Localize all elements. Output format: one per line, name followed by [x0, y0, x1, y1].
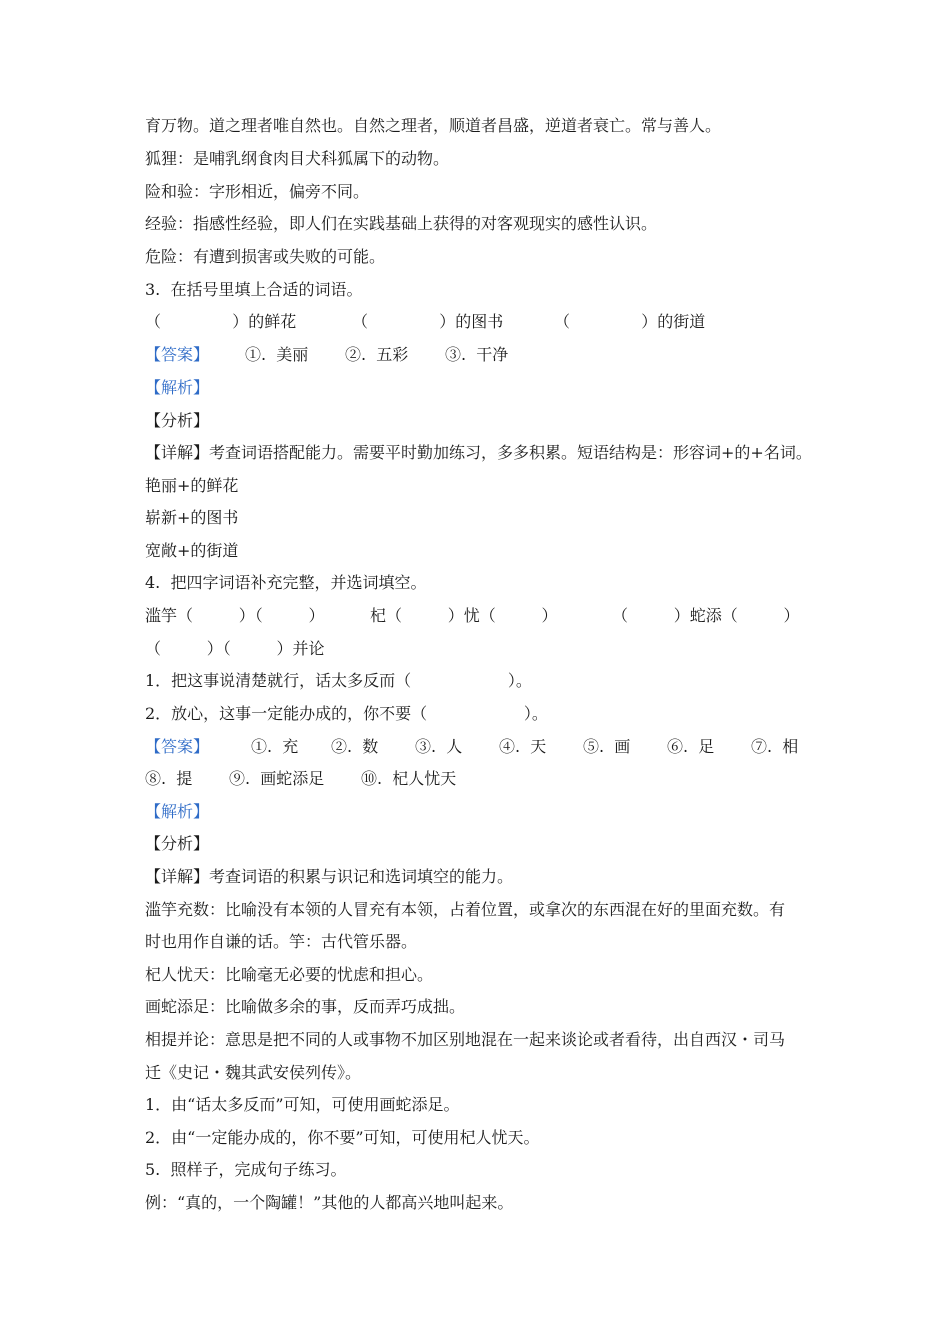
answer-label: 【答案】: [145, 345, 210, 364]
answer-item: ①. 充: [251, 737, 299, 756]
text-line: 1．由“话太多反而”可知，可使用画蛇添足。: [145, 1095, 460, 1114]
question-5-title: 5. 照样子，完成句子练习。: [145, 1160, 347, 1179]
example-sentence: 例：“真的，一个陶罐！”其他的人都高兴地叫起来。: [145, 1193, 514, 1212]
text-line: 危险：有遭到损害或失败的可能。: [145, 247, 386, 266]
question-4-row: [145, 606, 805, 626]
question-3-answer: [145, 345, 805, 365]
text-line: 经验：指感性经验，即人们在实践基础上获得的对客观现实的感性认识。: [145, 214, 658, 233]
text-line: 滥竽充数：比喻没有本领的人冒充有本领，占着位置，或拿次的东西混在好的里面充数。有: [145, 900, 786, 919]
idiom-blank: （ ）蛇添（ ）: [612, 606, 800, 625]
fill-sentence: 1．把这事说清楚就行，话太多反而（ ）。: [145, 671, 532, 690]
blank-phrase: （ ）的图书: [352, 312, 504, 331]
answer-item: ⑩. 杞人忧天: [361, 769, 457, 788]
fenxi-label: 【分析】: [145, 411, 210, 430]
answer-item: ③. 干净: [445, 345, 509, 364]
text-line: 2．由“一定能办成的，你不要”可知，可使用杞人忧天。: [145, 1128, 540, 1147]
idiom-blank: 滥竽（ ）（ ）: [145, 606, 325, 625]
answer-item: ②. 五彩: [345, 345, 409, 364]
text-line: 险和验：字形相近，偏旁不同。: [145, 182, 370, 201]
answer-item: ④. 天: [499, 737, 547, 756]
fenxi-label: 【分析】: [145, 834, 210, 853]
question-3-blanks: [145, 312, 805, 332]
answer-label: 【答案】: [145, 737, 210, 756]
idiom-blank: （ ）（ ）并论: [145, 639, 325, 658]
answer-item: ⑨. 画蛇添足: [229, 769, 325, 788]
idiom-blank: 杞（ ）忧（ ）: [370, 606, 558, 625]
text-line: 相提并论：意思是把不同的人或事物不加区别地混在一起来谈论或者看待，出自西汉・司马: [145, 1030, 786, 1049]
answer-item: ⑦. 相: [751, 737, 799, 756]
answer-item: ②. 数: [331, 737, 379, 756]
text-line: 杞人忧天：比喻毫无必要的忧虑和担心。: [145, 965, 434, 984]
blank-phrase: （ ）的鲜花: [145, 312, 297, 331]
analysis-label: 【解析】: [145, 378, 210, 397]
detail-text: 【详解】考查词语的积累与识记和选词填空的能力。: [145, 867, 514, 886]
text-line: 艳丽+的鲜花: [145, 476, 239, 495]
text-line: 狐狸：是哺乳纲食肉目犬科狐属下的动物。: [145, 149, 450, 168]
question-4-answer: [145, 737, 807, 757]
detail-text: 【详解】考查词语搭配能力。需要平时勤加练习，多多积累。短语结构是：形容词+的+名词。: [145, 443, 812, 462]
blank-phrase: （ ）的街道: [554, 312, 706, 331]
answer-item: ⑤. 画: [583, 737, 631, 756]
fill-sentence: 2．放心，这事一定能办成的，你不要（ ）。: [145, 704, 548, 723]
question-4-answer-cont: [145, 769, 807, 789]
text-line: 宽敞+的街道: [145, 541, 239, 560]
question-4-title: 4. 把四字词语补充完整，并选词填空。: [145, 573, 427, 592]
text-line: 画蛇添足：比喻做多余的事，反而弄巧成拙。: [145, 997, 466, 1016]
text-line: 崭新+的图书: [145, 508, 239, 527]
answer-item: ⑧. 提: [145, 769, 193, 788]
text-line: 育万物。道之理者唯自然也。自然之理者，顺道者昌盛，逆道者衰亡。常与善人。: [145, 116, 722, 135]
answer-item: ③. 人: [415, 737, 463, 756]
question-3-title: 3. 在括号里填上合适的词语。: [145, 280, 363, 299]
text-line: 迁《史记・魏其武安侯列传》。: [145, 1063, 362, 1082]
analysis-label: 【解析】: [145, 802, 210, 821]
answer-item: ①. 美丽: [245, 345, 309, 364]
answer-item: ⑥. 足: [667, 737, 715, 756]
text-line: 时也用作自谦的话。竽：古代管乐器。: [145, 932, 418, 951]
